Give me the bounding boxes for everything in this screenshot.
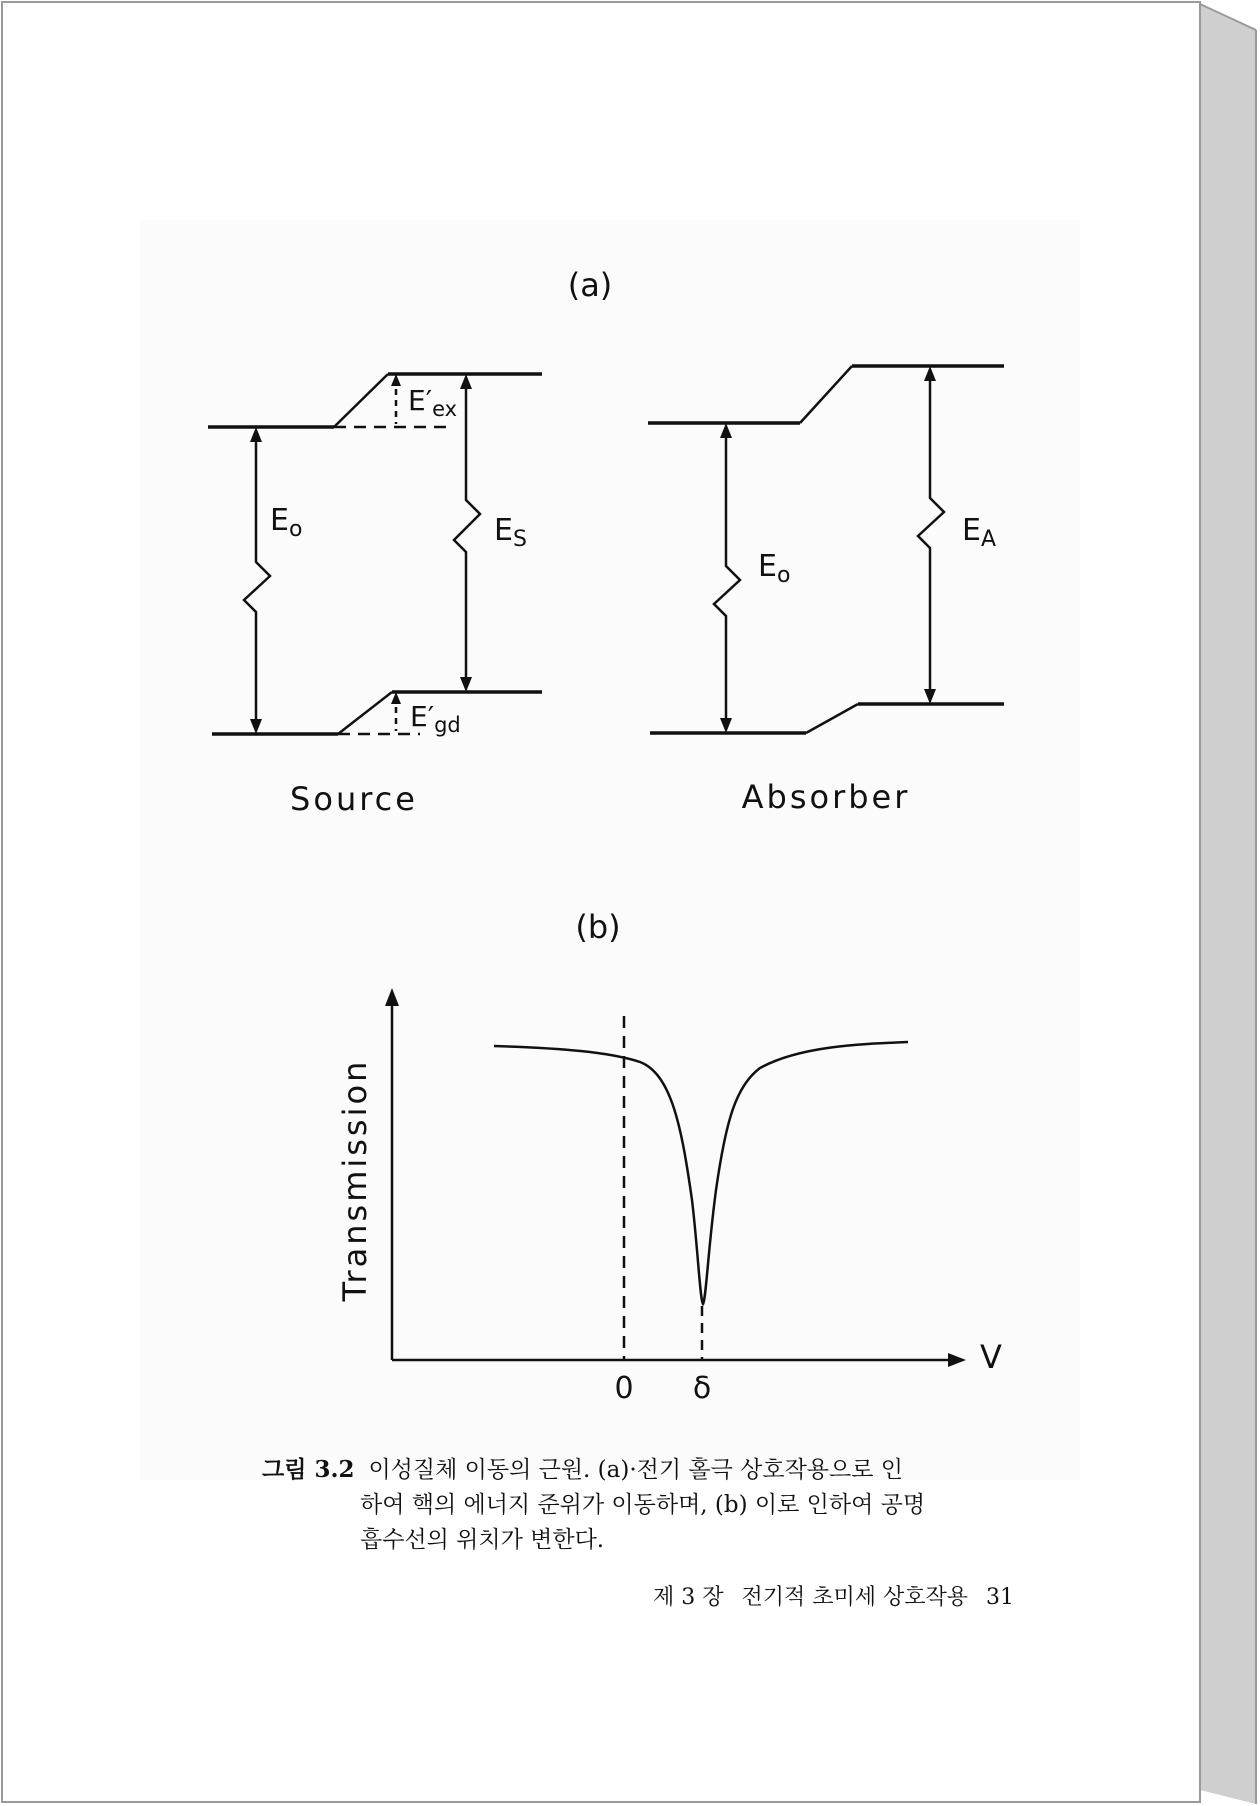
page-number: 31 bbox=[986, 1585, 1014, 1610]
source-es-label: $E_S$ bbox=[494, 513, 527, 552]
absorber-ea-label: $E_A$ bbox=[962, 513, 997, 552]
panel-a-label: (a) bbox=[567, 266, 613, 304]
x-axis-label: V bbox=[980, 1338, 1002, 1376]
absorber-title: Absorber bbox=[741, 778, 911, 816]
panel-b-label: (b) bbox=[575, 908, 621, 946]
source-e0-label: $E_o$ bbox=[270, 503, 303, 542]
x-tick-zero: 0 bbox=[614, 1371, 634, 1406]
figure-number: 그림 3.2 bbox=[262, 1456, 355, 1483]
book-spine-edge bbox=[1200, 4, 1256, 1804]
x-tick-delta: δ bbox=[692, 1371, 712, 1406]
source-egd-label: $E'_{gd}$ bbox=[410, 700, 461, 737]
caption-line-1: 이성질체 이동의 근원. (a)·전기 홀극 상호작용으로 인 bbox=[368, 1457, 903, 1483]
figure-area bbox=[140, 220, 1080, 1480]
caption-line-3: 흡수선의 위치가 변한다. bbox=[360, 1527, 605, 1553]
source-eex-label: $E'_{ex}$ bbox=[408, 384, 458, 421]
y-axis-label: Transmission bbox=[336, 1058, 374, 1302]
running-footer bbox=[584, 1580, 1014, 1611]
figure-caption bbox=[262, 1452, 1022, 1558]
absorber-e0-label: $E_o$ bbox=[758, 549, 791, 588]
source-title: Source bbox=[290, 780, 418, 818]
caption-line-2: 하여 핵의 에너지 준위가 이동하며, (b) 이로 인하여 공명 bbox=[360, 1492, 926, 1518]
footer-chapter-title: 전기적 초미세 상호작용 bbox=[741, 1585, 968, 1610]
footer-chapter: 제 3 장 bbox=[652, 1585, 724, 1610]
